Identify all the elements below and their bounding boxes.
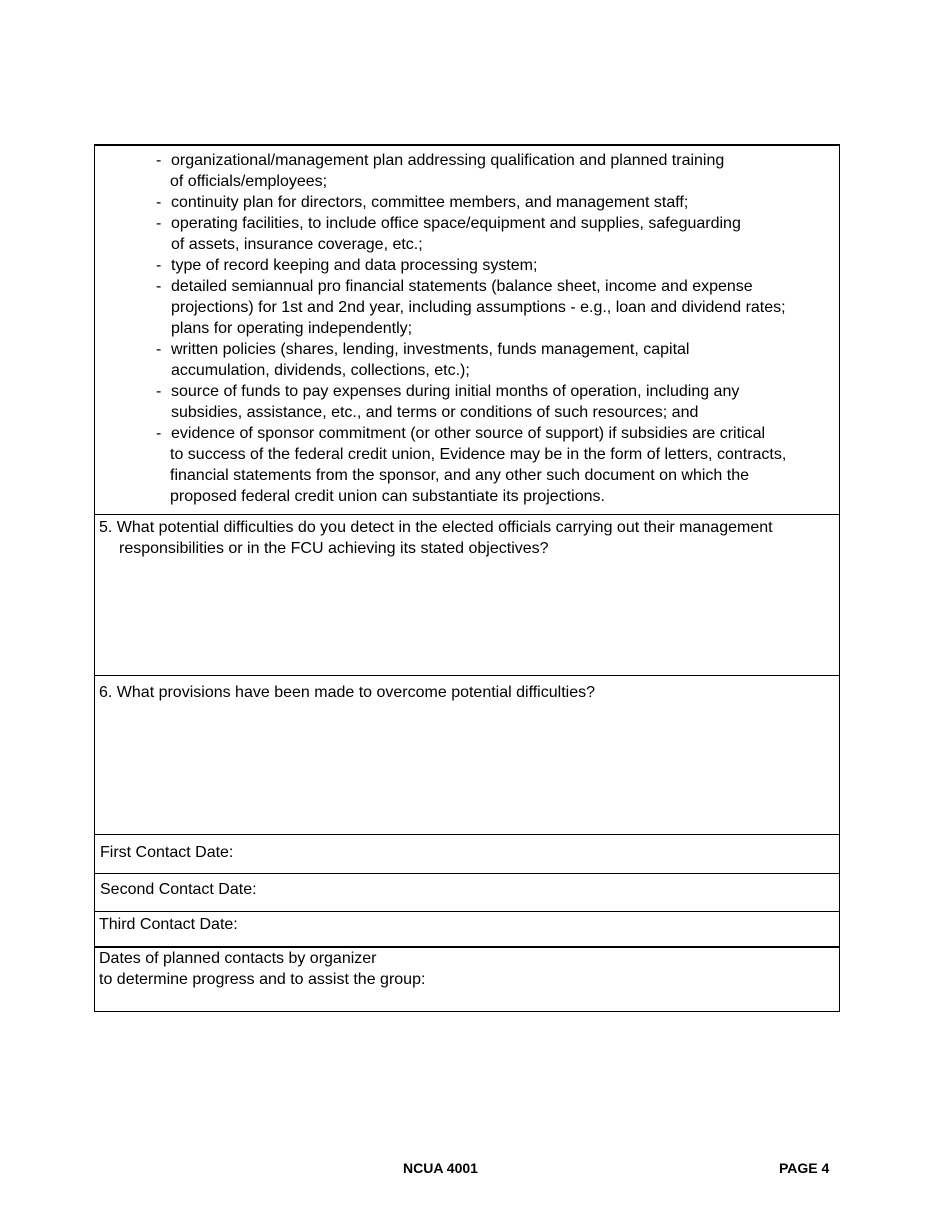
form-number: NCUA 4001 <box>403 1160 478 1176</box>
bullet-dash: - <box>156 425 162 442</box>
list-line <box>95 444 839 465</box>
list-line <box>95 234 839 255</box>
planned-contacts-line-1: Dates of planned contacts by organizer <box>99 950 377 967</box>
form-table <box>94 144 840 1012</box>
list-line-text: operating facilities, to include office space/equipment and supplies, safeguarding <box>171 215 741 232</box>
list-line-text: accumulation, dividends, collections, etc.); <box>171 362 470 379</box>
question-5-text: 5. What potential difficulties do you detect in the elected officials carrying out their management responsibilities or in the FCU achieving its stated objectives? <box>99 519 773 557</box>
list-line <box>95 297 839 318</box>
list-line <box>95 423 839 444</box>
list-line <box>95 381 839 402</box>
requirements-list <box>95 146 839 515</box>
list-line <box>95 255 839 276</box>
bullet-dash: - <box>156 278 162 295</box>
question-5-section <box>95 515 839 676</box>
list-line <box>95 171 839 192</box>
list-line <box>95 465 839 486</box>
list-line-text: financial statements from the sponsor, and any other such document on which the <box>170 467 749 484</box>
list-line-text: written policies (shares, lending, investments, funds management, capital <box>171 341 690 358</box>
second-contact-label: Second Contact Date: <box>100 881 257 898</box>
list-line <box>95 192 839 213</box>
list-line <box>95 150 839 171</box>
question-6-section <box>95 676 839 835</box>
bullet-dash: - <box>156 257 162 274</box>
question-6-text: 6. What provisions have been made to overcome potential difficulties? <box>99 684 595 701</box>
list-line-text: subsidies, assistance, etc., and terms or conditions of such resources; and <box>171 404 699 421</box>
first-contact-row <box>95 835 839 874</box>
bullet-dash: - <box>156 152 162 169</box>
bullet-dash: - <box>156 215 162 232</box>
bullet-dash: - <box>156 194 162 211</box>
second-contact-row <box>95 874 839 912</box>
third-contact-label: Third Contact Date: <box>99 916 238 933</box>
list-line-text: of officials/employees; <box>170 173 328 190</box>
list-line-text: detailed semiannual pro financial statements (balance sheet, income and expense <box>171 278 753 295</box>
list-line <box>95 360 839 381</box>
list-line <box>95 318 839 339</box>
list-line-text: of assets, insurance coverage, etc.; <box>171 236 423 253</box>
list-line-text: to success of the federal credit union, Evidence may be in the form of letters, contracts, <box>170 446 787 463</box>
list-line-text: plans for operating independently; <box>171 320 413 337</box>
list-line-text: organizational/management plan addressing qualification and planned training <box>171 152 725 169</box>
list-line-text: projections) for 1st and 2nd year, including assumptions - e.g., loan and dividend rates; <box>171 299 786 316</box>
list-line-text: proposed federal credit union can substantiate its projections. <box>170 488 605 505</box>
bullet-dash: - <box>156 383 162 400</box>
first-contact-label: First Contact Date: <box>100 844 234 861</box>
list-line <box>95 339 839 360</box>
list-line-text: continuity plan for directors, committee members, and management staff; <box>171 194 689 211</box>
list-line <box>95 402 839 423</box>
list-line-text: source of funds to pay expenses during initial months of operation, including any <box>171 383 740 400</box>
list-line-text: evidence of sponsor commitment (or other source of support) if subsidies are critical <box>171 425 766 442</box>
page-number: PAGE 4 <box>779 1160 830 1176</box>
third-contact-row <box>95 912 839 948</box>
list-line <box>95 486 839 507</box>
bullet-dash: - <box>156 341 162 358</box>
list-line <box>95 276 839 297</box>
list-line-text: type of record keeping and data processing system; <box>171 257 538 274</box>
planned-contacts-section <box>95 948 839 1011</box>
planned-contacts-line-2: to determine progress and to assist the group: <box>99 971 426 988</box>
list-line <box>95 213 839 234</box>
